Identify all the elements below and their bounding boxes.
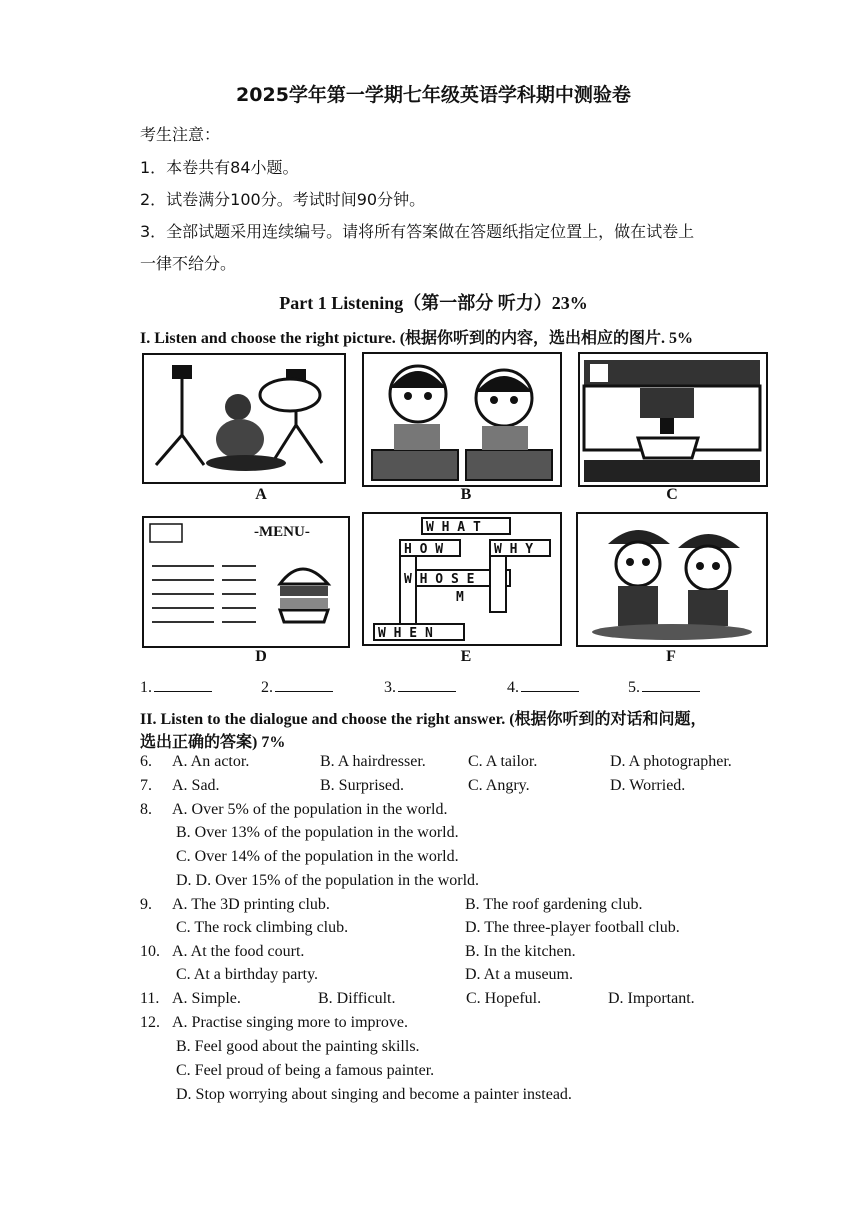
- option-b[interactable]: B. Over 13% of the population in the world.: [176, 824, 459, 841]
- picture-c: [578, 352, 768, 487]
- section2-heading-cont: 选出正确的答案) 7%: [140, 734, 286, 751]
- option-b[interactable]: B. Feel good about the painting skills.: [176, 1038, 420, 1055]
- option-b[interactable]: B. In the kitchen.: [465, 943, 576, 960]
- picture-label: D: [255, 648, 267, 665]
- question-number: 6.: [140, 753, 152, 770]
- option-d[interactable]: D. Stop worrying about singing and become a painter instead.: [176, 1086, 572, 1103]
- question-number: 12.: [140, 1014, 160, 1031]
- option-c[interactable]: C. A tailor.: [468, 753, 538, 770]
- option-b[interactable]: B. Difficult.: [318, 990, 396, 1007]
- blank-number: 3.: [384, 679, 396, 696]
- option-c[interactable]: C. Hopeful.: [466, 990, 542, 1007]
- option-a[interactable]: A. Practise singing more to improve.: [172, 1014, 408, 1031]
- question-number: 9.: [140, 896, 152, 913]
- option-a[interactable]: A. An actor.: [172, 753, 250, 770]
- two-police-icon: [578, 514, 766, 645]
- photo-shoot-icon: [144, 355, 344, 482]
- answer-blank-1[interactable]: [140, 677, 212, 697]
- blank-number: 4.: [507, 679, 519, 696]
- question-number: 7.: [140, 777, 152, 794]
- option-c[interactable]: C. Over 14% of the population in the world.: [176, 848, 459, 865]
- section1-heading: I. Listen and choose the right picture. (根据你听到的内容，选出相应的图片. 5%: [140, 330, 694, 347]
- picture-label: A: [255, 486, 267, 503]
- option-a[interactable]: A. Sad.: [172, 777, 220, 794]
- question-number: 11.: [140, 990, 160, 1007]
- crossword-icon: [364, 514, 560, 644]
- part1-heading: Part 1 Listening（第一部分 听力）23%: [279, 293, 588, 313]
- picture-label: B: [460, 486, 472, 503]
- picture-d: [142, 516, 350, 648]
- blank-number: 5.: [628, 679, 640, 696]
- option-d[interactable]: D. A photographer.: [610, 753, 732, 770]
- answer-blank-4[interactable]: [507, 677, 579, 697]
- picture-f: [576, 512, 768, 647]
- answer-blank-2[interactable]: [261, 677, 333, 697]
- crossword-word: H O W: [404, 542, 444, 557]
- option-d[interactable]: D. At a museum.: [465, 966, 573, 983]
- option-c[interactable]: C. Angry.: [468, 777, 530, 794]
- option-a[interactable]: A. The 3D printing club.: [172, 896, 330, 913]
- option-d[interactable]: D. Important.: [608, 990, 695, 1007]
- option-d[interactable]: D. D. Over 15% of the population in the world.: [176, 872, 480, 889]
- question-number: 10.: [140, 943, 160, 960]
- blank-number: 2.: [261, 679, 273, 696]
- option-c[interactable]: C. At a birthday party.: [176, 966, 319, 983]
- crossword-word: W H O S E: [404, 572, 475, 587]
- crossword-word: W H Y: [494, 542, 534, 557]
- note-item: 2．试卷满分100分。考试时间90分钟。: [140, 190, 426, 209]
- picture-a: [142, 353, 346, 484]
- option-a[interactable]: A. Over 5% of the population in the world.: [172, 801, 448, 818]
- answer-blank-5[interactable]: [628, 677, 700, 697]
- picture-e: [362, 512, 562, 646]
- two-students-icon: [364, 354, 560, 485]
- answer-blank-3[interactable]: [384, 677, 456, 697]
- menu-burger-icon: [144, 518, 348, 646]
- picture-label: E: [460, 648, 472, 665]
- option-d[interactable]: D. The three-player football club.: [465, 919, 680, 936]
- crossword-word: M: [456, 590, 464, 605]
- note-item: 1．本卷共有84小题。: [140, 158, 299, 177]
- option-a[interactable]: A. At the food court.: [172, 943, 305, 960]
- picture-label: F: [666, 648, 676, 665]
- crossword-word: W H A T: [426, 520, 481, 535]
- blank-number: 1.: [140, 679, 152, 696]
- option-b[interactable]: B. Surprised.: [320, 777, 404, 794]
- section2-heading: II. Listen to the dialogue and choose the right answer. (根据你听到的对话和问题，: [140, 711, 707, 728]
- option-b[interactable]: B. The roof gardening club.: [465, 896, 643, 913]
- menu-heading: -MENU-: [254, 524, 310, 540]
- question-number: 8.: [140, 801, 152, 818]
- exam-title: 2025学年第一学期七年级英语学科期中测验卷: [236, 84, 631, 106]
- option-b[interactable]: B. A hairdresser.: [320, 753, 426, 770]
- option-d[interactable]: D. Worried.: [610, 777, 686, 794]
- picture-label: C: [666, 486, 678, 503]
- picture-b: [362, 352, 562, 487]
- notes-heading: 考生注意：: [140, 125, 221, 144]
- option-c[interactable]: C. Feel proud of being a famous painter.: [176, 1062, 435, 1079]
- note-item: 一律不给分。: [140, 254, 237, 273]
- crossword-word: W H E N: [378, 626, 433, 641]
- option-a[interactable]: A. Simple.: [172, 990, 241, 1007]
- option-c[interactable]: C. The rock climbing club.: [176, 919, 349, 936]
- note-item: 3．全部试题采用连续编号。请将所有答案做在答题纸指定位置上，做在试卷上: [140, 222, 695, 241]
- coffee-machine-icon: [580, 354, 766, 485]
